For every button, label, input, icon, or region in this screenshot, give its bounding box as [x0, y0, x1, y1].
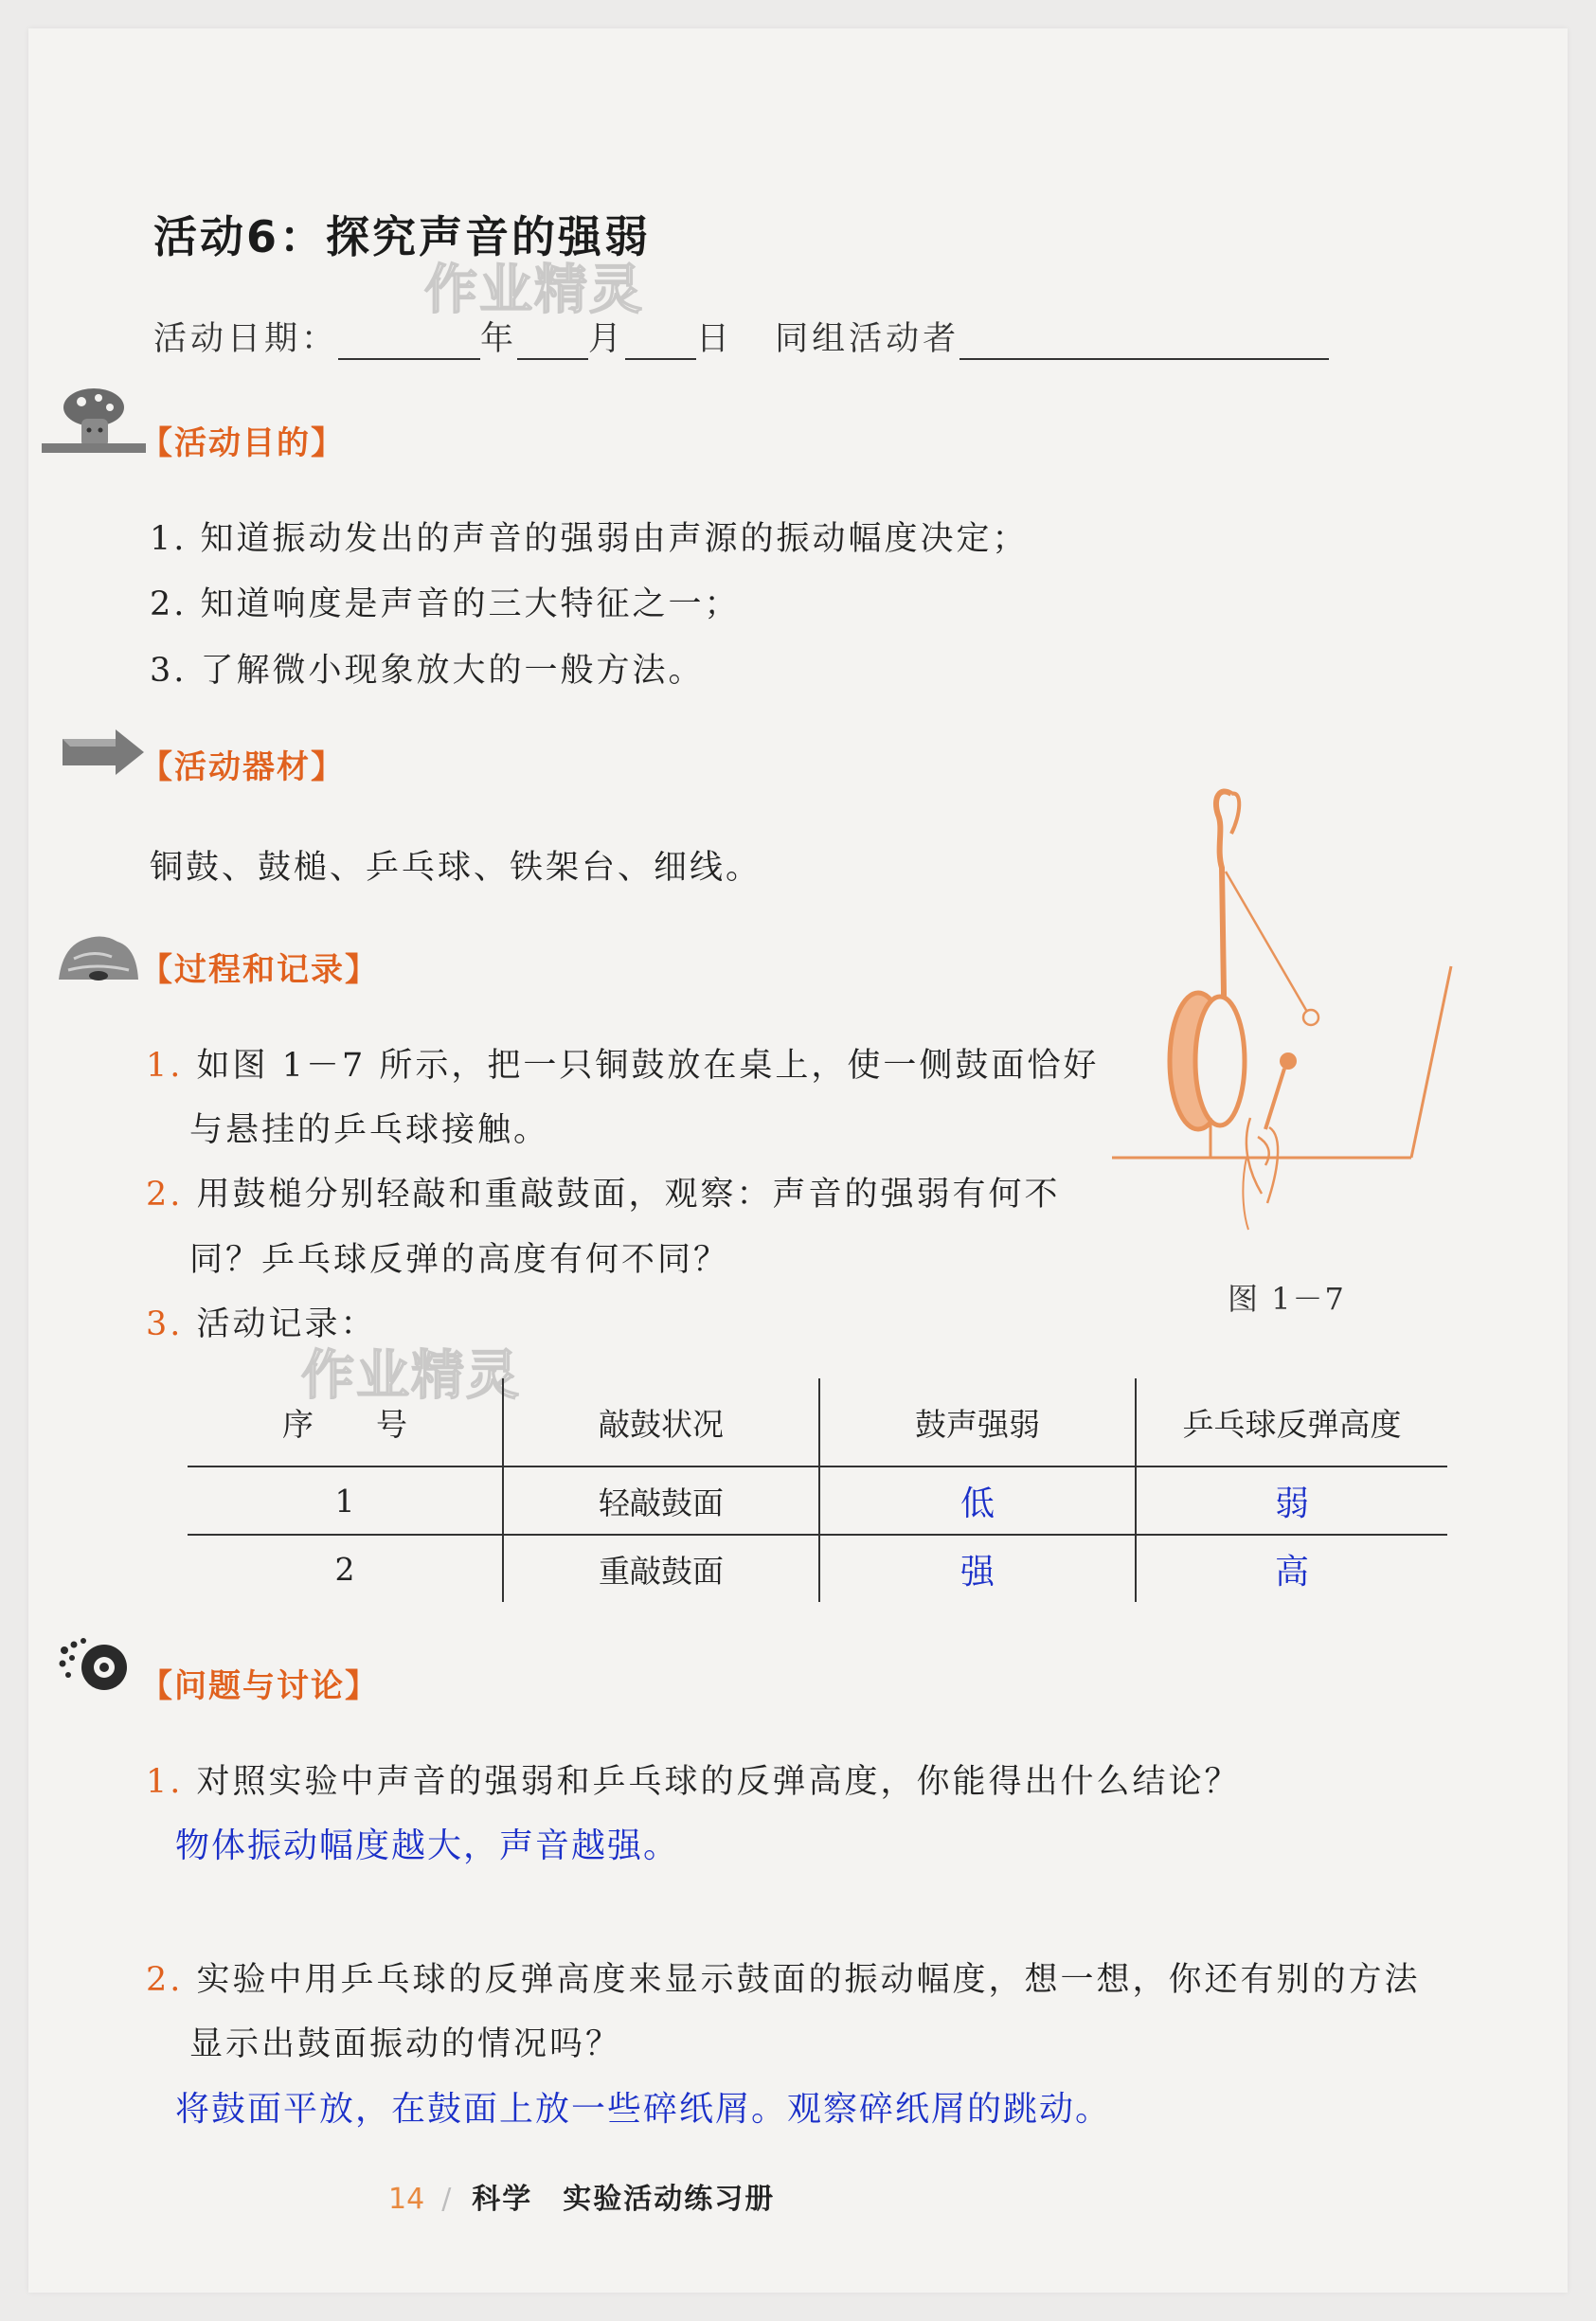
section-materials: 【活动器材】 — [140, 748, 345, 786]
day-label: 日 — [696, 320, 734, 358]
header-strike: 敲鼓状况 — [503, 1378, 819, 1466]
row-1-loudness[interactable]: 低 — [819, 1466, 1136, 1535]
gear-icon — [55, 1637, 140, 1698]
book-title: 科学 实验活动练习册 — [472, 2183, 776, 2216]
day-blank[interactable] — [625, 324, 696, 360]
section-purpose: 【活动目的】 — [140, 424, 345, 462]
question-2 — [146, 1953, 1421, 2001]
step-1-line-2: 与悬挂的乒乓球接触。 — [189, 1111, 550, 1149]
footer-slash: / — [441, 2183, 452, 2216]
header-bounce: 乒乓球反弹高度 — [1136, 1378, 1447, 1466]
step-1-line-1: 如图 1－7 所示，把一只铜鼓放在桌上，使一侧鼓面恰好 — [196, 1047, 1100, 1085]
mushroom-icon — [42, 381, 146, 460]
row-2-bounce[interactable]: 高 — [1136, 1535, 1447, 1602]
answer-1[interactable]: 物体振动幅度越大，声音越强。 — [175, 1826, 680, 1865]
step-2-line-1: 用鼓槌分别轻敲和重敲鼓面，观察：声音的强弱有何不 — [196, 1176, 1061, 1214]
drum-figure — [1099, 777, 1459, 1235]
answer-2[interactable]: 将鼓面平放，在鼓面上放一些碎纸屑。观察碎纸屑的跳动。 — [175, 2090, 1112, 2129]
month-blank[interactable] — [517, 324, 588, 360]
purpose-item-1: 1. 知道振动发出的声音的强弱由声源的振动幅度决定； — [150, 520, 1029, 558]
figure-caption: 图 1－7 — [1228, 1281, 1346, 1317]
step-2-number: 2. — [146, 1176, 184, 1214]
page-number: 14 — [388, 2183, 425, 2216]
purpose-item-3: 3. 了解微小现象放大的一般方法。 — [150, 652, 705, 690]
page-title: 活动6：探究声音的强弱 — [153, 211, 652, 262]
watermark-top: 作业精灵 — [424, 260, 644, 321]
step-1 — [146, 1039, 1099, 1087]
row-2-strike: 重敲鼓面 — [503, 1535, 819, 1602]
rock-icon — [55, 930, 142, 987]
table-row — [188, 1535, 1447, 1602]
page-footer — [388, 2175, 775, 2217]
date-line — [153, 313, 1329, 360]
year-label: 年 — [480, 320, 518, 358]
section-discussion: 【问题与讨论】 — [140, 1667, 379, 1705]
year-blank[interactable] — [338, 324, 480, 360]
row-1-index: 1 — [188, 1466, 503, 1535]
row-1-strike: 轻敲鼓面 — [503, 1466, 819, 1535]
header-loudness: 鼓声强弱 — [819, 1378, 1136, 1466]
record-table — [188, 1378, 1447, 1602]
question-2-line-2: 显示出鼓面振动的情况吗？ — [189, 2025, 622, 2063]
partner-label: 同组活动者 — [775, 320, 960, 358]
question-1-text: 对照实验中声音的强弱和乒乓球的反弹高度，你能得出什么结论？ — [196, 1763, 1241, 1801]
step-2-line-2: 同？乒乓球反弹的高度有何不同？ — [189, 1241, 730, 1279]
row-2-index: 2 — [334, 1550, 355, 1588]
question-1 — [146, 1755, 1241, 1803]
step-2 — [146, 1168, 1061, 1215]
section-process: 【过程和记录】 — [140, 951, 379, 989]
step-3-line-1: 活动记录： — [196, 1305, 377, 1343]
header-index: 序 号 — [188, 1378, 503, 1466]
table-row — [188, 1466, 1447, 1535]
row-1-bounce[interactable]: 弱 — [1136, 1466, 1447, 1535]
question-2-number: 2. — [146, 1961, 184, 1999]
row-2-loudness[interactable]: 强 — [819, 1535, 1136, 1602]
step-3-number: 3. — [146, 1305, 184, 1343]
watermark-middle: 作业精灵 — [301, 1345, 521, 1407]
question-2-line-1: 实验中用乒乓球的反弹高度来显示鼓面的振动幅度，想一想，你还有别的方法 — [196, 1961, 1421, 1999]
materials-text: 铜鼓、鼓槌、乒乓球、铁架台、细线。 — [150, 849, 762, 887]
arrow-icon — [63, 729, 144, 783]
table-header-row — [188, 1378, 1447, 1466]
step-1-number: 1. — [146, 1047, 184, 1085]
date-label: 活动日期： — [153, 320, 339, 358]
month-label: 月 — [588, 320, 626, 358]
purpose-item-2: 2. 知道响度是声音的三大特征之一； — [150, 585, 741, 623]
question-1-number: 1. — [146, 1763, 184, 1801]
partner-blank[interactable] — [959, 324, 1329, 360]
